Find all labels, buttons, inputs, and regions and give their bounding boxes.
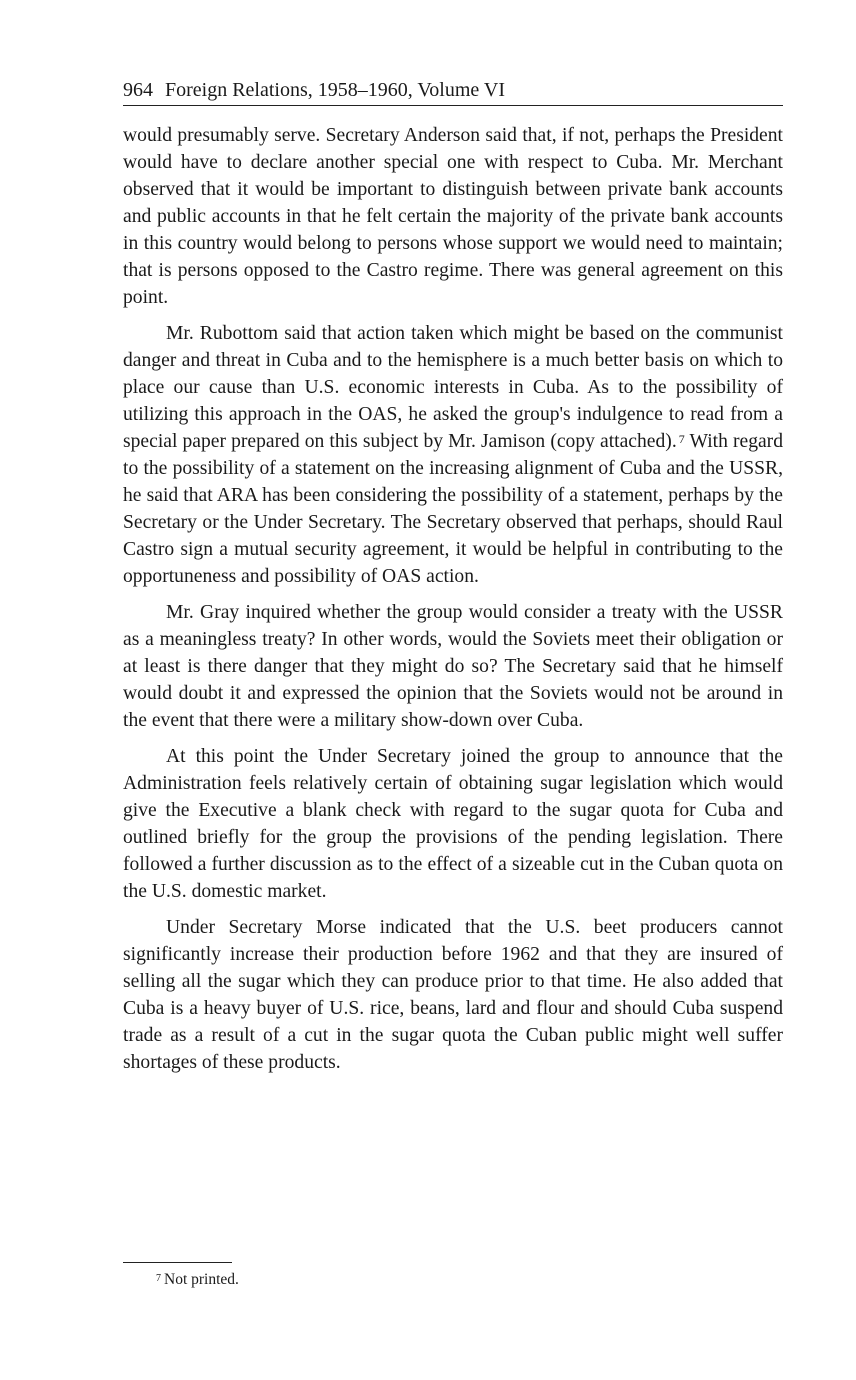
- page-number: 964: [123, 79, 153, 101]
- paragraph-rubottom: [123, 320, 783, 590]
- footnote-text: Not printed.: [164, 1271, 239, 1288]
- paragraph-text: Mr. Rubottom said that action taken which might be based on the communist danger and threat in Cuba and to the hemisphere is a much better basis on which to place our cause than U.S. economic interests in Cuba. As to the possibility of utilizing this approach in the OAS, he asked the group's indulgence to read from a special paper prepared on this subject by Mr. Jamison (copy attached).: [123, 323, 783, 452]
- footnote-reference[interactable]: 7: [678, 432, 685, 446]
- footnote-marker: 7: [156, 1273, 161, 1284]
- footnote-divider: [123, 1262, 232, 1263]
- paragraph-gray: Mr. Gray inquired whether the group would consider a treaty with the USSR as a meaningless treaty? In other words, would the Soviets meet their obligation or at least is there danger that they might do so? The Secretary said that he himself would doubt it and expressed the opinion that the Soviets would not be around in the event that there were a military show-down over Cuba.: [123, 602, 783, 731]
- running-head: [123, 76, 783, 106]
- paragraph-text: With regard to the possibility of a statement on the increasing alignment of Cuba and the USSR, he said that ARA has been considering the possibility of a statement, perhaps by the Secretary or the Under Secretary. The Secretary observed that perhaps, should Raul Castro sign a mutual security agreement, it would be helpful in contributing to the opportuneness and possibility of OAS action.: [123, 431, 784, 587]
- paragraph-morse: Under Secretary Morse indicated that the U.S. beet producers cannot significantly increase their production before 1962 and that they are insured of selling all the sugar which they can produce prior to that time. He also added that Cuba is a heavy buyer of U.S. rice, beans, lard and flour and should Cuba suspend trade as a result of a cut in the sugar quota the Cuban public might well suffer shortages of these products.: [123, 917, 783, 1073]
- body-text: [123, 122, 783, 1076]
- paragraph-under-secretary: At this point the Under Secretary joined the group to announce that the Administration feels relatively certain of obtaining sugar legislation which would give the Executive a blank check with regard to the sugar quota for Cuba and outlined briefly for the group the provisions of the pending legislation. There followed a further discussion as to the effect of a sizeable cut in the Cuban quota on the U.S. domestic market.: [123, 746, 783, 902]
- paragraph-continued: would presumably serve. Secretary Anderson said that, if not, perhaps the President would have to declare another special one with respect to Cuba. Mr. Merchant observed that it would be important to distinguish between private bank accounts and public accounts in that he felt certain the majority of the private bank accounts in this country would belong to persons whose support we would need to maintain; that is persons opposed to the Castro regime. There was general agreement on this point.: [123, 125, 783, 308]
- footnote: [156, 1269, 239, 1291]
- volume-title: Foreign Relations, 1958–1960, Volume VI: [165, 79, 505, 101]
- page: [123, 76, 783, 1085]
